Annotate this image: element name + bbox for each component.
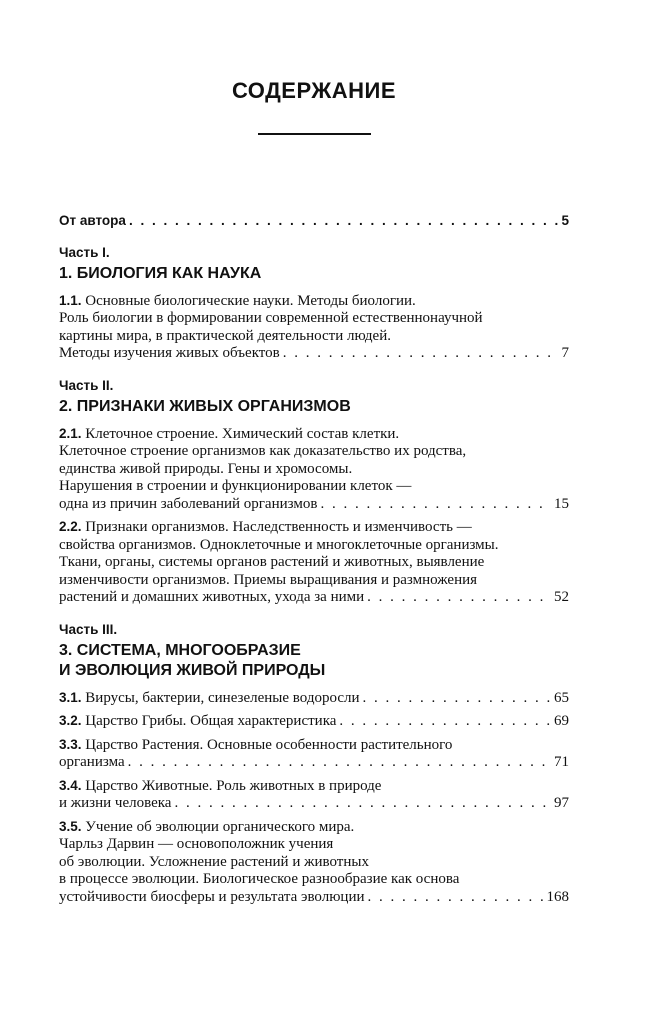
toc-entry-text: одна из причин заболеваний организмов [59, 495, 318, 512]
toc-entry-line [59, 292, 416, 311]
page-number: 52 [554, 589, 569, 605]
toc-entry-3-3[interactable] [59, 736, 569, 772]
toc-line [59, 461, 569, 479]
part-1 [59, 244, 569, 363]
toc-line [59, 345, 569, 363]
toc-entry-text: Клеточное строение организмов как доказательство их родства, [59, 443, 467, 459]
part-label: Часть III. [59, 621, 118, 637]
toc-line [59, 310, 569, 328]
part-label: Часть II. [59, 377, 114, 393]
part-heading-line: 3. СИСТЕМА, МНОГООБРАЗИЕ [59, 641, 301, 659]
toc-line [59, 818, 569, 837]
part-heading-line: 2. ПРИЗНАКИ ЖИВЫХ ОРГАНИЗМОВ [59, 397, 351, 415]
page-number: 65 [554, 689, 569, 706]
toc-entry-label: От автора [59, 213, 126, 228]
toc-line [59, 443, 569, 461]
toc-entry-line [59, 689, 360, 708]
toc-line [59, 328, 569, 346]
page-number: 69 [554, 713, 569, 729]
toc-line [59, 589, 569, 607]
toc-entry-line [59, 518, 472, 537]
part-heading[interactable] [59, 264, 569, 284]
page-number: 168 [546, 888, 569, 905]
toc-line [59, 777, 569, 796]
section-number: 1.1. [59, 292, 82, 308]
toc-line [59, 212, 569, 230]
dot-leader [128, 754, 551, 772]
dot-leader [174, 795, 551, 813]
section-number: 3.1. [59, 689, 82, 705]
toc-line [59, 689, 569, 708]
dot-leader [368, 889, 544, 907]
toc-entry-text: и жизни человека [59, 795, 172, 811]
part-label: Часть I. [59, 244, 110, 260]
title-rule [258, 133, 371, 135]
toc-line [59, 795, 569, 813]
part-heading[interactable] [59, 641, 569, 681]
toc-entry-text: Основные биологические науки. Методы биологии. [81, 292, 416, 309]
toc-entry-line [59, 818, 354, 837]
toc-entry-text: изменчивости организмов. Приемы выращивания и размножения [59, 571, 478, 588]
toc-entry-author[interactable] [59, 212, 569, 230]
toc-entry-text: Чарльз Дарвин — основоположник учения [59, 836, 334, 852]
toc-entry-text: устойчивости биосферы и результата эволюции [59, 888, 365, 905]
toc-line [59, 754, 569, 772]
section-number: 3.4. [59, 777, 82, 793]
toc-entry-3-1[interactable] [59, 689, 569, 708]
toc-entry-line [59, 425, 399, 444]
toc-entry-3-5[interactable] [59, 818, 569, 907]
toc-entry-text: Клеточное строение. Химический состав клетки. [81, 425, 400, 442]
toc-entry-3-2[interactable] [59, 712, 569, 731]
toc-entry-text: свойства организмов. Одноклеточные и многоклеточные организмы. [59, 536, 499, 553]
toc-entry-text: Ткани, органы, системы органов растений и животных, выявление [59, 554, 485, 570]
dot-leader [339, 713, 551, 731]
page-title: СОДЕРЖАНИЕ [231, 78, 397, 103]
toc-entry-text: единства живой природы. Гены и хромосомы. [59, 460, 353, 477]
toc-line [59, 496, 569, 514]
toc-entry-text: Методы изучения живых объектов [59, 345, 280, 361]
section-number: 2.1. [59, 425, 82, 441]
part-2 [59, 377, 569, 607]
part-heading-line: И ЭВОЛЮЦИЯ ЖИВОЙ ПРИРОДЫ [59, 661, 326, 679]
part-heading-line: 1. БИОЛОГИЯ КАК НАУКА [59, 264, 262, 282]
toc-entry-3-4[interactable] [59, 777, 569, 813]
toc-entry-text: Роль биологии в формировании современной естественнонаучной [59, 310, 483, 326]
toc-entry-2-2[interactable] [59, 518, 569, 607]
dot-leader [320, 496, 551, 514]
toc-entry-text: Учение об эволюции органического мира. [81, 818, 355, 835]
part-3 [59, 621, 569, 907]
page-number: 71 [554, 754, 569, 770]
toc-entry-text: Царство Грибы. Общая характеристика [81, 713, 337, 729]
toc-line [59, 572, 569, 590]
toc-line [59, 478, 569, 496]
part-heading[interactable] [59, 397, 569, 417]
toc-entry-text: картины мира, в практической деятельности людей. [59, 327, 391, 344]
toc-entry-2-1[interactable] [59, 425, 569, 514]
toc-entry-text: Нарушения в строении и функционировании клеток — [59, 478, 412, 494]
toc-entry-text: в процессе эволюции. Биологическое разнообразие как основа [59, 871, 460, 887]
toc-entry-text: растений и домашних животных, ухода за ними [59, 589, 365, 605]
toc-line [59, 425, 569, 444]
toc-entry-text: организма [59, 754, 125, 770]
page-number: 5 [561, 213, 569, 228]
section-number: 3.3. [59, 736, 82, 752]
toc-entry-line [59, 777, 381, 796]
toc-line [59, 836, 569, 854]
toc-line [59, 554, 569, 572]
toc-entry-text: Вирусы, бактерии, синезеленые водоросли [81, 689, 360, 706]
toc-line [59, 518, 569, 537]
toc-line [59, 712, 569, 731]
toc-entry-text: Признаки организмов. Наследственность и изменчивость — [81, 519, 472, 535]
toc-entry-text: об эволюции. Усложнение растений и животных [59, 853, 369, 870]
page-number: 7 [561, 345, 569, 361]
toc-entry-text: Царство Животные. Роль животных в природе [81, 777, 382, 794]
section-number: 3.5. [59, 818, 82, 834]
toc-line [59, 537, 569, 555]
dot-leader [283, 345, 559, 363]
toc-line [59, 854, 569, 872]
toc-entry-line [59, 736, 452, 755]
dot-leader [363, 690, 551, 708]
toc-entry-text: Царство Растения. Основные особенности растительного [81, 736, 453, 753]
toc-line [59, 871, 569, 889]
section-number: 2.2. [59, 519, 82, 534]
dot-leader [129, 212, 559, 230]
toc-line [59, 292, 569, 311]
toc-entry-line [59, 712, 336, 731]
table-of-contents [59, 212, 569, 920]
toc-line [59, 736, 569, 755]
toc-entry-1-1[interactable] [59, 292, 569, 363]
section-number: 3.2. [59, 713, 82, 728]
page-number: 15 [554, 495, 569, 512]
dot-leader [367, 589, 551, 607]
toc-line [59, 889, 569, 907]
page-number: 97 [554, 795, 569, 811]
